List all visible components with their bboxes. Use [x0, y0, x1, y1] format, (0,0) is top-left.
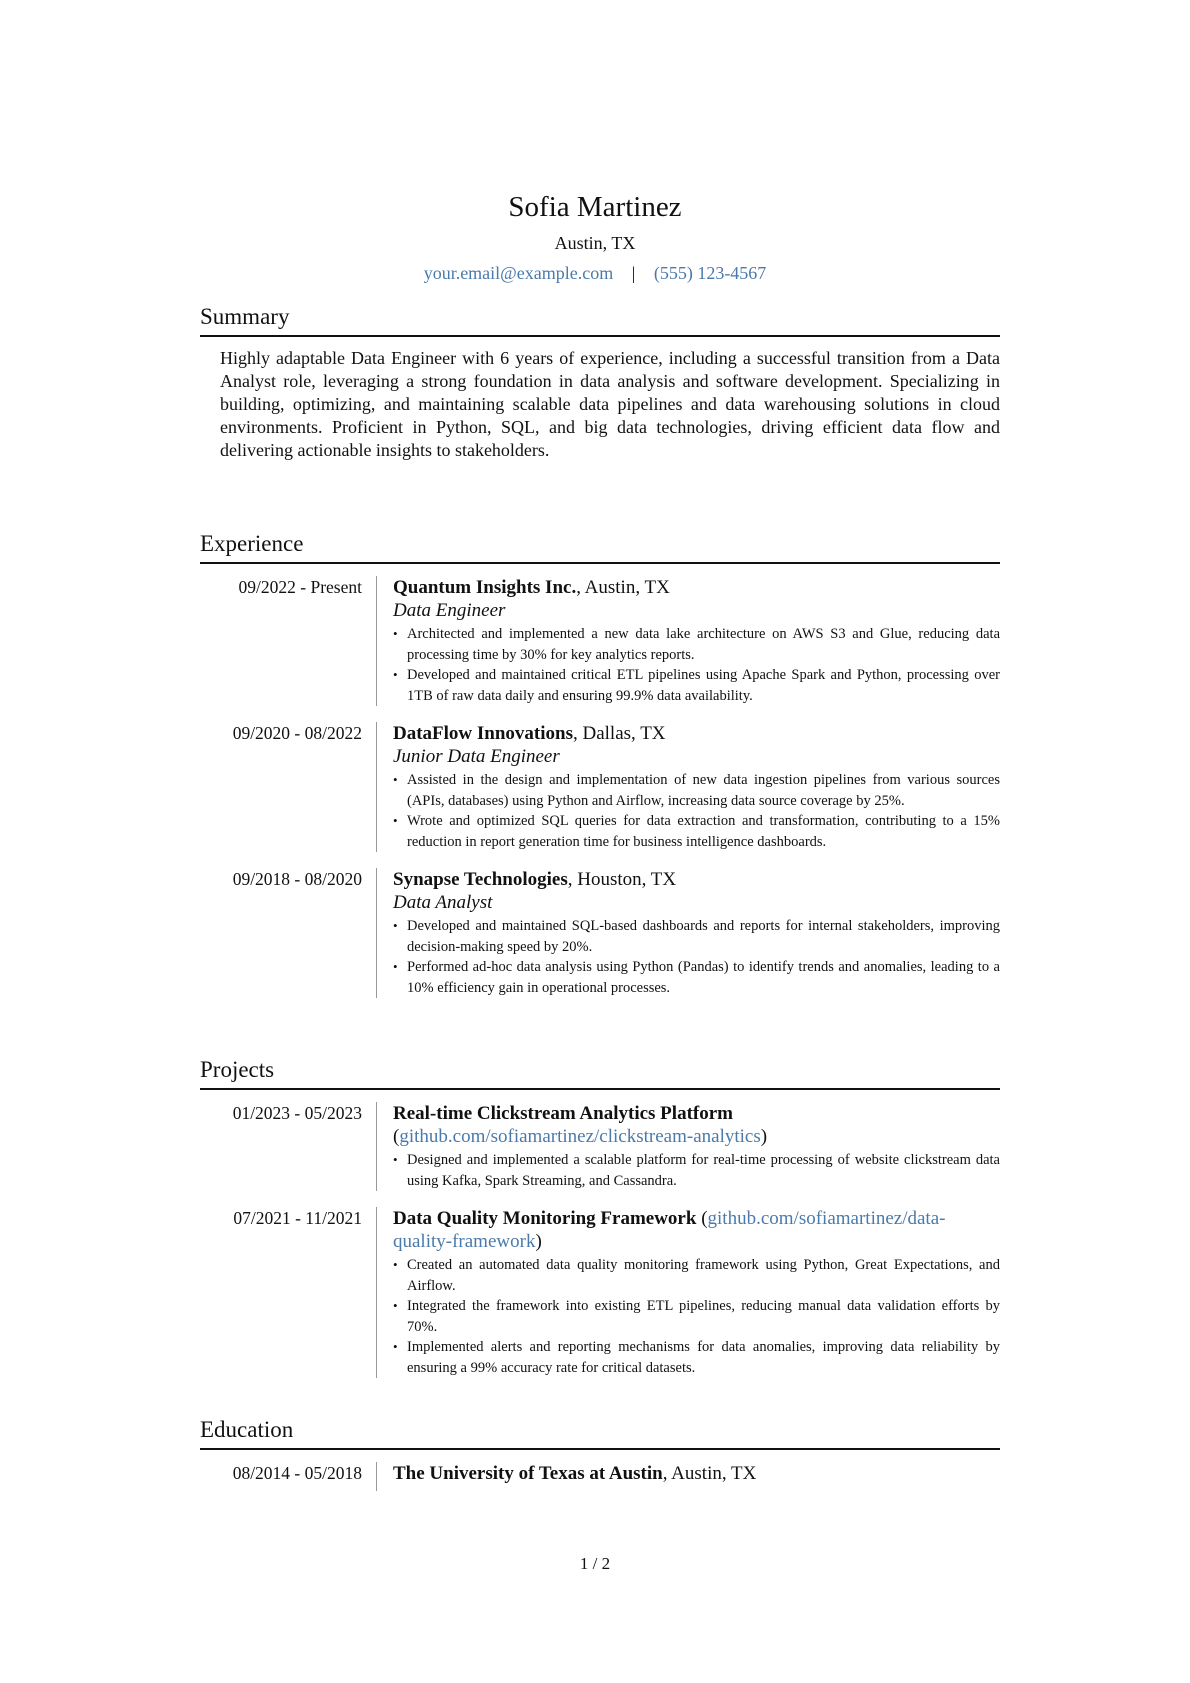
section-title-projects: Projects: [200, 1056, 1000, 1090]
entry-title: [393, 722, 1000, 745]
bullet-item: • Wrote and optimized SQL queries for data extraction and transformation, contributing to a 15% reduction in report generation time for business intelligence dashboards.: [393, 811, 1000, 852]
bullet-item: • Integrated the framework into existing ETL pipelines, reducing manual data validation efforts by 70%.: [393, 1296, 1000, 1337]
project-link[interactable]: github.com/sofiamartinez/data-quality-framework: [393, 1208, 946, 1252]
bullet-list: [393, 770, 1000, 852]
entry-body: [376, 1462, 1000, 1491]
entry-date: 01/2023 - 05/2023: [232, 1103, 362, 1123]
entry-title: [393, 868, 1000, 891]
email-link[interactable]: your.email@example.com: [423, 263, 614, 283]
entry-body: [376, 1207, 1000, 1378]
entry-date: 08/2014 - 05/2018: [232, 1463, 362, 1483]
bullet-list: [393, 1255, 1000, 1378]
project-link[interactable]: github.com/sofiamartinez/clickstream-analytics: [399, 1126, 761, 1147]
section-title-education: Education: [200, 1416, 1000, 1450]
entry-body: [376, 1102, 1000, 1191]
candidate-name: Sofia Martinez: [508, 191, 682, 223]
entry-title: [393, 576, 1000, 599]
education-entry: [200, 1462, 1000, 1491]
entry-title: Data Quality Monitoring Framework (github.com/sofiamartinez/data-quality-framework): [393, 1208, 946, 1252]
project-name: Data Quality Monitoring Framework: [393, 1208, 697, 1229]
contact-line: [0, 262, 1190, 284]
entry-date: 09/2020 - 08/2022: [232, 723, 362, 743]
entry-body: [376, 722, 1000, 852]
summary-text: Highly adaptable Data Engineer with 6 years of experience, including a successful transition from a Data Analyst role, leveraging a strong foundation in data analysis and software development. Specializing in building, optimizing, and maintaining scalable data pipelines and data warehousing solutions in cloud environments. Proficient in Python, SQL, and big data technologies, driving efficient data flow and delivering actionable insights to stakeholders.: [220, 348, 1000, 460]
bullet-list: [393, 624, 1000, 706]
company-name: DataFlow Innovations: [393, 723, 573, 744]
contact-separator: |: [631, 263, 636, 283]
company-location: , Dallas, TX: [573, 723, 666, 744]
job-role: Data Engineer: [393, 600, 506, 621]
entry-date: 07/2021 - 11/2021: [233, 1208, 362, 1228]
company-name: Quantum Insights Inc.: [393, 577, 577, 598]
education-section: [200, 1416, 1000, 1491]
bullet-item: • Developed and maintained critical ETL pipelines using Apache Spark and Python, processing over 1TB of raw data daily and ensuring 99.9% data availability.: [393, 665, 1000, 706]
phone-link[interactable]: (555) 123-4567: [653, 263, 767, 283]
job-role: Data Analyst: [393, 892, 493, 913]
experience-entry: [200, 868, 1000, 998]
company-name: Synapse Technologies: [393, 869, 568, 890]
experience-section: [200, 530, 1000, 998]
entry-date: 09/2022 - Present: [238, 577, 362, 597]
project-entry: [200, 1207, 1000, 1378]
bullet-item: • Performed ad-hoc data analysis using Python (Pandas) to identify trends and anomalies, leading to a 10% efficiency gain in operational processes.: [393, 957, 1000, 998]
bullet-item: • Implemented alerts and reporting mechanisms for data anomalies, improving data reliability by ensuring a 99% accuracy rate for critical datasets.: [393, 1337, 1000, 1378]
company-location: , Houston, TX: [567, 869, 677, 890]
bullet-list: [393, 916, 1000, 998]
entry-body: [376, 868, 1000, 998]
job-role: Junior Data Engineer: [393, 746, 560, 767]
entry-title: Real-time Clickstream Analytics Platform (github.com/sofiamartinez/clickstream-analytics): [393, 1103, 768, 1147]
page-number: 1 / 2: [579, 1554, 611, 1573]
summary-section: [200, 303, 1000, 462]
entry-body: [376, 576, 1000, 706]
bullet-item: • Developed and maintained SQL-based dashboards and reports for internal stakeholders, improving decision-making speed by 20%.: [393, 916, 1000, 957]
project-entry: [200, 1102, 1000, 1191]
experience-entry: [200, 576, 1000, 706]
bullet-item: • Designed and implemented a scalable platform for real-time processing of website clickstream data using Kafka, Spark Streaming, and Cassandra.: [393, 1150, 1000, 1191]
entry-title: [393, 1462, 1000, 1485]
experience-entry: [200, 722, 1000, 852]
school-name: The University of Texas at Austin: [393, 1463, 663, 1484]
company-location: , Austin, TX: [576, 577, 670, 598]
bullet-item: • Created an automated data quality monitoring framework using Python, Great Expectations, and Airflow.: [393, 1255, 1000, 1296]
project-name: Real-time Clickstream Analytics Platform: [393, 1103, 733, 1124]
bullet-list: [393, 1150, 1000, 1191]
entry-date: 09/2018 - 08/2020: [232, 869, 362, 889]
candidate-location: Austin, TX: [554, 233, 636, 253]
section-title-summary: Summary: [200, 303, 1000, 337]
resume-header: [0, 190, 1190, 284]
school-location: , Austin, TX: [662, 1463, 757, 1484]
projects-section: [200, 1056, 1000, 1378]
section-title-experience: Experience: [200, 530, 1000, 564]
bullet-item: • Assisted in the design and implementation of new data ingestion pipelines from various sources (APIs, databases) using Python and Airflow, increasing data source coverage by 25%.: [393, 770, 1000, 811]
bullet-item: • Architected and implemented a new data lake architecture on AWS S3 and Glue, reducing data processing time by 30% for key analytics reports.: [393, 624, 1000, 665]
